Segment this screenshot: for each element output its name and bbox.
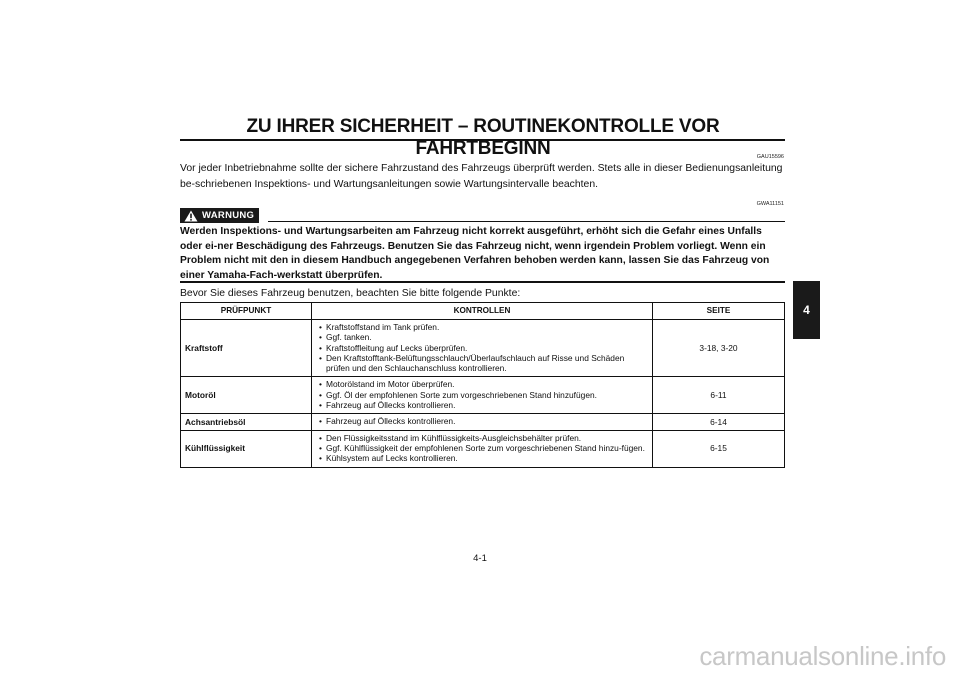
watermark: carmanualsonline.info <box>699 641 946 671</box>
cell-item: Achsantriebsöl <box>181 414 312 430</box>
list-item <box>318 390 646 400</box>
warning-text: Werden Inspektions- und Wartungsarbeiten am Fahrzeug nicht korrekt ausgeführt, erhöht sich die Gefahr eines Unfalls oder ei-ner Beschädigung des Fahrzeugs. Benutzen Sie das Fahrzeug nicht, wenn irgendein Problem vorliegt. Wenn ein Problem nicht mit den in diesem Handbuch angegebenen Verfahren behoben werden kann, lassen Sie das Fahrzeug von einer Yamaha-Fach-werkstatt überprüfen. <box>180 226 770 281</box>
bullet: • <box>319 352 322 363</box>
list-item <box>318 443 646 453</box>
check-list <box>318 433 646 464</box>
checklist-lead: Bevor Sie dieses Fahrzeug benutzen, beachten Sie bitte folgende Punkte: <box>180 288 521 299</box>
warning-rule <box>268 221 785 222</box>
list-item <box>318 322 646 332</box>
bullet: • <box>319 342 322 353</box>
table-row <box>181 320 785 377</box>
intro-paragraph: Vor jeder Inbetriebnahme sollte der sichere Fahrzustand des Fahrzeugs überprüft werden. Stets alle in dieser Bedienungsanleitung be-schriebenen Inspektions- und Wartungsanleitungen sowie Wartungsintervalle beachten. <box>180 163 783 190</box>
list-item <box>318 332 646 342</box>
check-list <box>318 379 646 410</box>
check-list <box>318 416 646 426</box>
bullet: • <box>319 432 322 443</box>
page-number: 4-1 <box>473 553 487 564</box>
cell-checks <box>312 320 653 377</box>
list-item <box>318 416 646 426</box>
cell-page: 6-14 <box>653 414 785 430</box>
chapter-tab: 4 <box>793 281 820 339</box>
bullet: • <box>319 379 322 390</box>
cell-checks <box>312 430 653 467</box>
cell-checks <box>312 377 653 414</box>
table-header-row <box>181 303 785 320</box>
warning-code: GWA11151 <box>756 201 784 207</box>
inspection-table <box>180 302 785 468</box>
cell-item: Kühlflüssigkeit <box>181 430 312 467</box>
list-item <box>318 343 646 353</box>
check-text: Kühlsystem auf Lecks kontrollieren. <box>326 453 458 464</box>
check-text: Fahrzeug auf Öllecks kontrollieren. <box>326 416 456 427</box>
cell-checks <box>312 414 653 430</box>
header-pruefpunkt: PRÜFPUNKT <box>181 303 312 320</box>
title-rule <box>180 139 785 141</box>
check-text: Motorölstand im Motor überprüfen. <box>326 379 455 390</box>
header-kontrollen: KONTROLLEN <box>312 303 653 320</box>
reference-code: GAU15596 <box>756 154 784 160</box>
check-text: Ggf. tanken. <box>326 332 372 343</box>
check-list <box>318 322 646 373</box>
bullet: • <box>319 453 322 464</box>
list-item <box>318 379 646 389</box>
bullet: • <box>319 322 322 332</box>
bullet: • <box>319 442 322 453</box>
table-body <box>181 320 785 468</box>
table-row <box>181 377 785 414</box>
list-item <box>318 433 646 443</box>
check-text: Ggf. Öl der empfohlenen Sorte zum vorgeschriebenen Stand hinzufügen. <box>326 389 597 400</box>
bullet: • <box>319 400 322 411</box>
warning-bottom-rule <box>180 281 785 283</box>
check-text: Ggf. Kühlflüssigkeit der empfohlenen Sorte zum vorgeschriebenen Stand hinzu-fügen. <box>326 442 645 453</box>
cell-item: Kraftstoff <box>181 320 312 377</box>
check-text: Kraftstoffleitung auf Lecks überprüfen. <box>326 342 468 353</box>
table-row <box>181 430 785 467</box>
list-item <box>318 353 646 374</box>
cell-item: Motoröl <box>181 377 312 414</box>
check-text: Den Flüssigkeitsstand im Kühlflüssigkeits-Ausgleichsbehälter prüfen. <box>326 432 582 443</box>
header-seite: SEITE <box>653 303 785 320</box>
bullet: • <box>319 332 322 343</box>
page-title: ZU IHRER SICHERHEIT – ROUTINEKONTROLLE VOR FAHRTBEGINN <box>246 116 720 159</box>
warning-triangle-icon <box>184 210 198 222</box>
bullet: • <box>319 389 322 400</box>
table-row <box>181 414 785 430</box>
list-item <box>318 453 646 463</box>
list-item <box>318 400 646 410</box>
warning-badge <box>180 208 259 223</box>
warning-heading <box>180 208 259 223</box>
check-text: Fahrzeug auf Öllecks kontrollieren. <box>326 400 456 411</box>
bullet: • <box>319 416 322 427</box>
cell-page: 6-11 <box>653 377 785 414</box>
check-text: Den Kraftstofftank-Belüftungsschlauch/Überlaufschlauch auf Risse und Schäden prüfen und den Schlauchanschluss kontrollieren. <box>326 352 625 374</box>
cell-page: 6-15 <box>653 430 785 467</box>
warning-label: WARNUNG <box>202 210 255 221</box>
check-text: Kraftstoffstand im Tank prüfen. <box>326 322 440 332</box>
cell-page: 3-18, 3-20 <box>653 320 785 377</box>
